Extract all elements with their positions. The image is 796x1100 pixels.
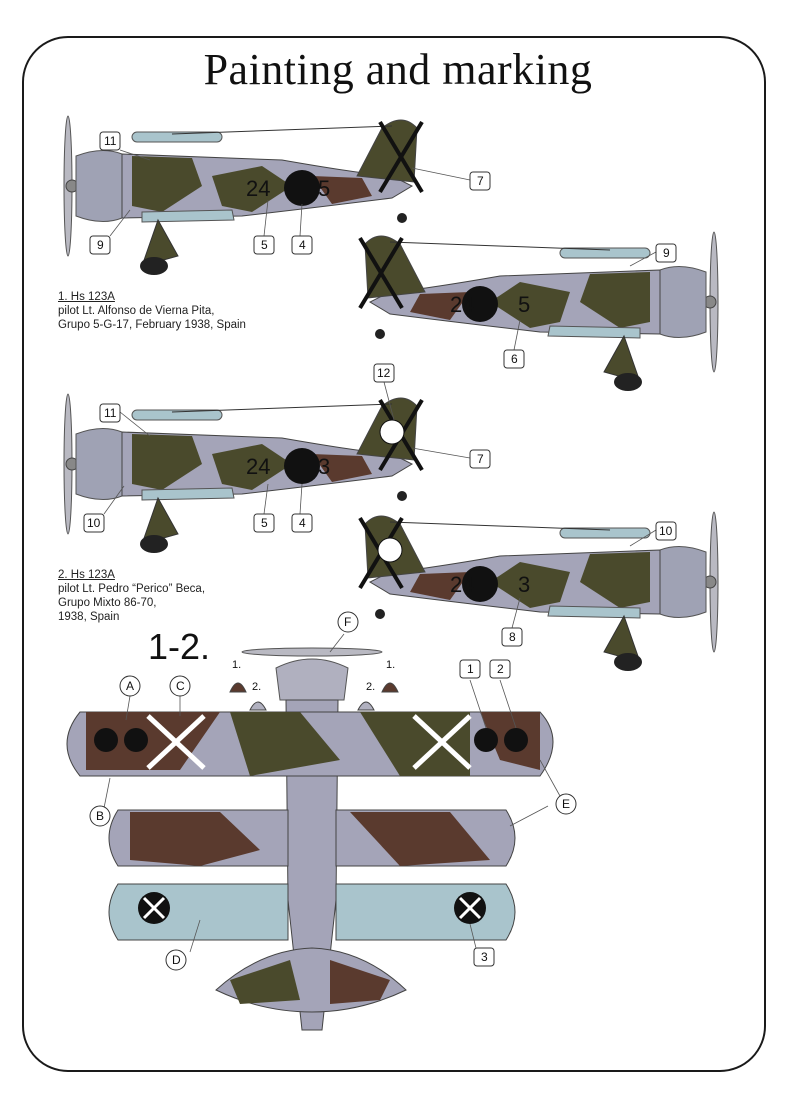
aircraft-2-line-2: Grupo Mixto 86-70,	[58, 597, 157, 609]
callout-2: 2	[497, 662, 504, 676]
callout-11: 11	[104, 134, 117, 148]
callout-6: 6	[511, 352, 518, 366]
aircraft-2-line-3: 1938, Spain	[58, 611, 120, 623]
aircraft-1-code-right-2: 5	[518, 292, 531, 317]
page-title: Painting and marking	[203, 45, 593, 94]
callout-C: C	[176, 679, 185, 693]
aircraft-2-line-1: pilot Lt. Pedro “Perico” Beca,	[58, 583, 206, 595]
callout-7: 7	[477, 174, 484, 188]
aircraft-2-code-right: 3	[318, 454, 331, 479]
tag-1-right: 1.	[386, 659, 396, 671]
aircraft-2-code-left: 24	[246, 454, 271, 479]
callout-4: 4	[299, 238, 306, 252]
tag-2-right: 2.	[366, 681, 376, 693]
callout-B: B	[96, 809, 105, 823]
aircraft-1-line-1: pilot Lt. Alfonso de Vierna Pita,	[58, 305, 215, 317]
callout-8: 8	[509, 630, 516, 644]
aircraft-2-code-left-2: 24	[450, 572, 475, 597]
callout-4-b: 4	[299, 516, 306, 530]
callout-9: 9	[97, 238, 104, 252]
aircraft-1-line-2: Grupo 5-G-17, February 1938, Spain	[58, 319, 246, 331]
callout-F: F	[344, 615, 352, 629]
callout-9-b: 9	[663, 246, 670, 260]
aircraft-1-code-right: 5	[318, 176, 331, 201]
aircraft-1-code-left: 24	[246, 176, 271, 201]
aircraft-2-heading: 2. Hs 123A	[58, 569, 115, 581]
scheme-title: 1-2.	[148, 626, 211, 667]
tag-1-left: 1.	[232, 659, 242, 671]
callout-1: 1	[467, 662, 474, 676]
aircraft-2-caption	[58, 568, 205, 624]
callout-E: E	[562, 797, 571, 811]
callout-10: 10	[87, 516, 101, 530]
aircraft-1-heading: 1. Hs 123A	[58, 291, 115, 303]
callout-12: 12	[377, 366, 391, 380]
callout-5: 5	[261, 238, 268, 252]
callout-7-b: 7	[477, 452, 484, 466]
callout-5-b: 5	[261, 516, 268, 530]
callout-10-b: 10	[659, 524, 673, 538]
callout-D: D	[172, 953, 181, 967]
callout-3: 3	[481, 950, 488, 964]
callout-11-b: 11	[104, 406, 117, 420]
aircraft-2-code-right-2: 3	[518, 572, 531, 597]
aircraft-1-code-left-2: 24	[450, 292, 475, 317]
tag-2-left: 2.	[252, 681, 262, 693]
aircraft-1-caption	[58, 290, 246, 332]
top-view	[67, 648, 553, 1030]
callout-A: A	[126, 679, 135, 693]
